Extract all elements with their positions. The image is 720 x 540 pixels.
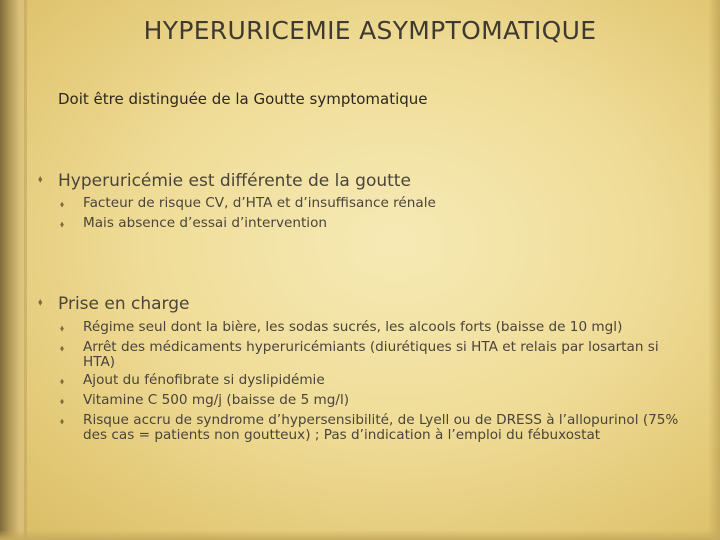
list-item-text: Mais absence d’essai d’intervention	[83, 215, 328, 231]
bullet-icon: ⬧	[60, 200, 65, 210]
list-item	[60, 393, 680, 410]
page-edge-bottom	[0, 530, 720, 540]
bullet-icon: ⬧	[38, 297, 43, 308]
list-item-text: Vitamine C 500 mg/j (baisse de 5 mg/l)	[83, 392, 350, 408]
list-item-text: Ajout du fénofibrate si dyslipidémie	[83, 372, 325, 388]
list-item-text: Risque accru de syndrome d’hypersensibilité, de Lyell ou de DRESS à l’allopurinol (75% des cas = patients non goutteux) ; Pas d’indication à l’emploi du fébuxostat	[83, 412, 679, 443]
list-item-text: Facteur de risque CV, d’HTA et d’insuffisance rénale	[83, 195, 436, 211]
list-item	[60, 413, 680, 443]
bullet-icon: ⬧	[60, 344, 65, 354]
bullet-list	[60, 320, 680, 446]
list-item	[60, 216, 680, 233]
section-heading	[38, 294, 190, 314]
list-item	[60, 340, 680, 370]
section-heading-text: Prise en charge	[58, 294, 190, 314]
page-edge-right	[708, 0, 720, 540]
bullet-list	[60, 196, 680, 236]
section-heading-text: Hyperuricémie est différente de la goutte	[58, 171, 411, 191]
list-item	[60, 373, 680, 390]
list-item	[60, 196, 680, 213]
book-binding-edge	[0, 0, 28, 540]
bullet-icon: ⬧	[38, 174, 43, 185]
slide-title: HYPERURICEMIE ASYMPTOMATIQUE	[143, 16, 597, 45]
bullet-icon: ⬧	[60, 324, 65, 334]
slide-subtitle: Doit être distinguée de la Goutte symptomatique	[58, 90, 428, 108]
list-item-text: Régime seul dont la bière, les sodas sucrés, les alcools forts (baisse de 10 mgl)	[83, 319, 623, 335]
bullet-icon: ⬧	[60, 377, 65, 387]
list-item	[60, 320, 680, 337]
bullet-icon: ⬧	[60, 417, 65, 427]
bullet-icon: ⬧	[60, 220, 65, 230]
section-heading	[38, 171, 411, 191]
bullet-icon: ⬧	[60, 397, 65, 407]
list-item-text: Arrêt des médicaments hyperuricémiants (diurétiques si HTA et relais par losartan si HTA)	[83, 339, 659, 370]
